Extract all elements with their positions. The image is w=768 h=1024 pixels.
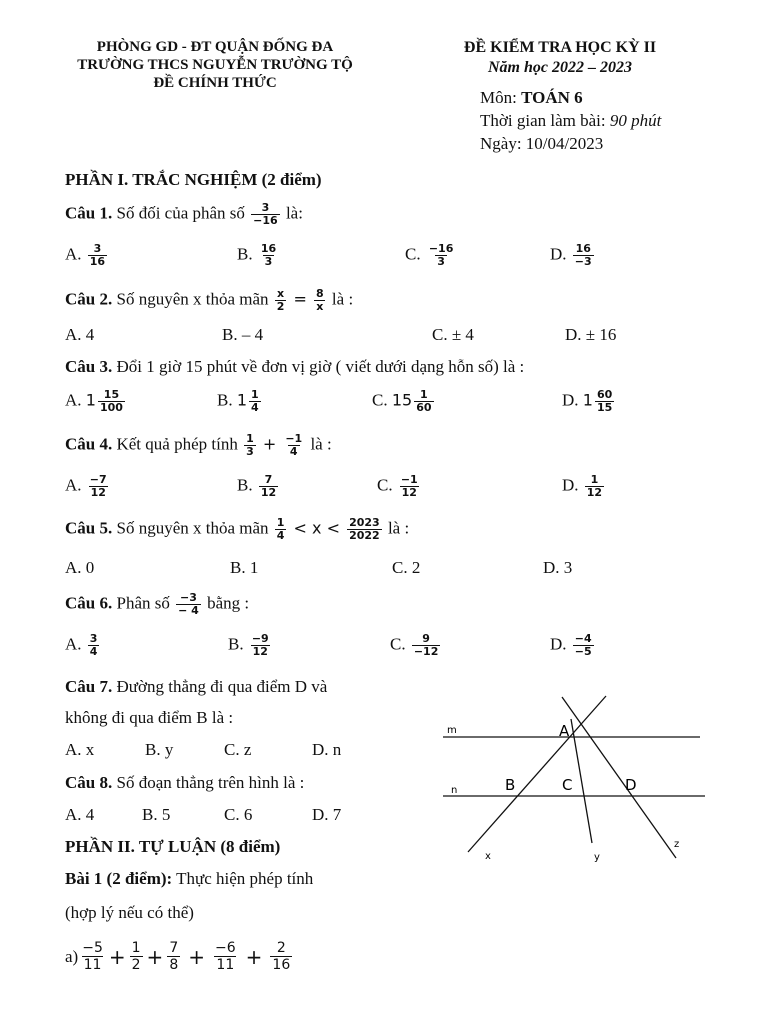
label-y: y: [594, 852, 600, 863]
fraction: $\frac{8}{x}$: [316, 287, 324, 313]
question-2: Câu 2. Số nguyên x thỏa mãn $\frac{x}{2}$ = $\frac{8}{x}$ là :: [65, 287, 354, 313]
q6-option-c: C. $\frac{9}{-12}$: [390, 632, 439, 658]
fraction: $\frac{60}{15}$: [596, 388, 613, 414]
q3-option-c: C. 15 $\frac{1}{60}$: [372, 388, 432, 414]
fraction: $\frac{1}{2}$: [131, 940, 141, 973]
q7-option-c: C. z: [224, 740, 252, 759]
q3-option-a: A. 1 $\frac{15}{100}$: [65, 388, 123, 414]
fraction: $\frac{-9}{12}$: [251, 632, 269, 658]
question-6: Câu 6. Phân số $\frac{-3}{- 4}$ bằng :: [65, 591, 250, 617]
school-name: TRƯỜNG THCS NGUYỄN TRƯỜNG TỘ: [77, 57, 353, 73]
fraction: $\frac{-1}{4}$: [285, 432, 303, 458]
fraction: $\frac{-3}{- 4}$: [178, 591, 199, 617]
q7-option-b: B. y: [145, 740, 174, 759]
q4-option-b: B. $\frac{7}{12}$: [237, 473, 277, 499]
bai1-heading: Bài 1 (2 điểm): Thực hiện phép tính: [65, 869, 314, 888]
label-d: D: [625, 776, 637, 794]
fraction: $\frac{1}{3}$: [246, 432, 254, 458]
q8-option-c: C. 6: [224, 805, 253, 824]
q1-option-b: B. $\frac{16}{3}$: [237, 242, 277, 268]
fraction: $\frac{-4}{-5}$: [574, 632, 592, 658]
question-5: Câu 5. Số nguyên x thỏa mãn $\frac{1}{4}$ < x < $\frac{2023}{2022}$ là :: [65, 516, 410, 542]
q5-option-c: C. 2: [392, 558, 421, 577]
q4-option-a: A. $\frac{-7}{12}$: [65, 473, 107, 499]
dept-name: PHÒNG GD - ĐT QUẬN ĐỐNG ĐA: [96, 39, 334, 55]
fraction: $\frac{-1}{12}$: [400, 473, 418, 499]
q1-option-c: C. $\frac{-16}{3}$: [405, 242, 454, 268]
line-z: [562, 697, 676, 858]
fraction: $\frac{3}{4}$: [89, 632, 98, 658]
q5-option-d: D. 3: [543, 558, 573, 577]
subject-line: Môn: TOÁN 6: [480, 88, 583, 107]
fraction: $\frac{-5}{11}$: [82, 940, 103, 973]
label-x: x: [485, 851, 491, 862]
q1-option-a: A. $\frac{3}{16}$: [65, 242, 106, 268]
q8-option-b: B. 5: [142, 805, 171, 824]
q3-option-b: B. 1 $\frac{1}{4}$: [217, 388, 259, 414]
official-label: ĐỀ CHÍNH THỨC: [153, 75, 277, 91]
question-8: Câu 8. Số đoạn thẳng trên hình là :: [65, 773, 305, 792]
question-1: Câu 1. Số đối của phân số $\frac{3}{-16}$ là:: [65, 201, 303, 227]
q2-option-c: C. ± 4: [432, 325, 474, 344]
question-7: Câu 7. Đường thẳng đi qua điểm D và: [65, 677, 328, 696]
part2-title: PHẦN II. TỰ LUẬN (8 điểm): [65, 837, 281, 856]
fraction: $\frac{2023}{2022}$: [349, 516, 380, 542]
fraction: $\frac{16}{3}$: [260, 242, 277, 268]
q7-option-a: A. x: [65, 740, 95, 759]
fraction: $\frac{1}{4}$: [276, 516, 285, 542]
question-4: Câu 4. Kết quả phép tính $\frac{1}{3}$ + $\frac{-1}{4}$ là :: [65, 432, 332, 458]
q5-option-b: B. 1: [230, 558, 259, 577]
q2-option-a: A. 4: [65, 325, 95, 344]
time-line: Thời gian làm bài: 90 phút: [480, 111, 662, 130]
q6-option-b: B. $\frac{-9}{12}$: [228, 632, 269, 658]
part1-title: PHẦN I. TRẮC NGHIỆM (2 điểm): [65, 170, 322, 189]
question-3: Câu 3. Đổi 1 giờ 15 phút về đơn vị giờ ( viết dưới dạng hỗn số) là :: [65, 357, 525, 376]
q8-option-a: A. 4: [65, 805, 95, 824]
fraction: $\frac{1}{60}$: [416, 388, 432, 414]
q4-option-d: D. $\frac{1}{12}$: [562, 473, 603, 499]
label-b: B: [505, 776, 516, 794]
fraction: $\frac{1}{12}$: [586, 473, 603, 499]
q6-option-a: A. $\frac{3}{4}$: [65, 632, 98, 658]
fraction: $\frac{3}{-16}$: [253, 201, 278, 227]
question-7-cont: không đi qua điểm B là :: [65, 708, 234, 727]
bai1-note: (hợp lý nếu có thể): [65, 903, 194, 922]
fraction: $\frac{7}{12}$: [260, 473, 277, 499]
line-x: [468, 696, 606, 852]
q5-option-a: A. 0: [65, 558, 95, 577]
exam-title: ĐỀ KIỂM TRA HỌC KỲ II: [463, 39, 657, 56]
q2-option-d: D. ± 16: [565, 325, 617, 344]
bai1-expression-a: a) $\frac{-5}{11}$ + $\frac{1}{2}$ + $\frac{7}{8}$ + $\frac{-6}{11}$ + $\frac{2}{16}$: [65, 940, 291, 973]
fraction: $\frac{2}{16}$: [272, 940, 291, 973]
fraction: $\frac{-6}{11}$: [215, 940, 236, 973]
label-n: n: [451, 785, 458, 796]
fraction: $\frac{-7}{12}$: [89, 473, 107, 499]
q3-option-d: D. 1 $\frac{60}{15}$: [562, 388, 613, 414]
fraction: $\frac{3}{16}$: [89, 242, 106, 268]
school-year: Năm học 2022 – 2023: [488, 59, 632, 76]
fraction: $\frac{1}{4}$: [251, 388, 259, 414]
q7-option-d: D. n: [312, 740, 342, 759]
label-m: m: [447, 725, 457, 736]
q4-option-c: C. $\frac{-1}{12}$: [377, 473, 418, 499]
q8-option-d: D. 7: [312, 805, 342, 824]
q1-option-d: D. $\frac{16}{-3}$: [550, 242, 592, 268]
fraction: $\frac{9}{-12}$: [413, 632, 439, 658]
q6-option-d: D. $\frac{-4}{-5}$: [550, 632, 592, 658]
fraction: $\frac{7}{8}$: [169, 940, 179, 973]
duration: 90 phút: [609, 111, 662, 130]
q2-option-b: B. – 4: [222, 325, 264, 344]
fraction: $\frac{15}{100}$: [99, 388, 123, 414]
fraction: $\frac{16}{-3}$: [574, 242, 592, 268]
label-c: C: [562, 776, 573, 794]
fraction: $\frac{-16}{3}$: [428, 242, 454, 268]
exam-date: 10/04/2023: [525, 134, 604, 153]
fraction: $\frac{x}{2}$: [276, 287, 285, 313]
label-a: A: [559, 722, 570, 740]
subject: TOÁN 6: [521, 88, 583, 107]
date-line: Ngày: 10/04/2023: [480, 134, 604, 153]
label-z: z: [674, 839, 680, 850]
